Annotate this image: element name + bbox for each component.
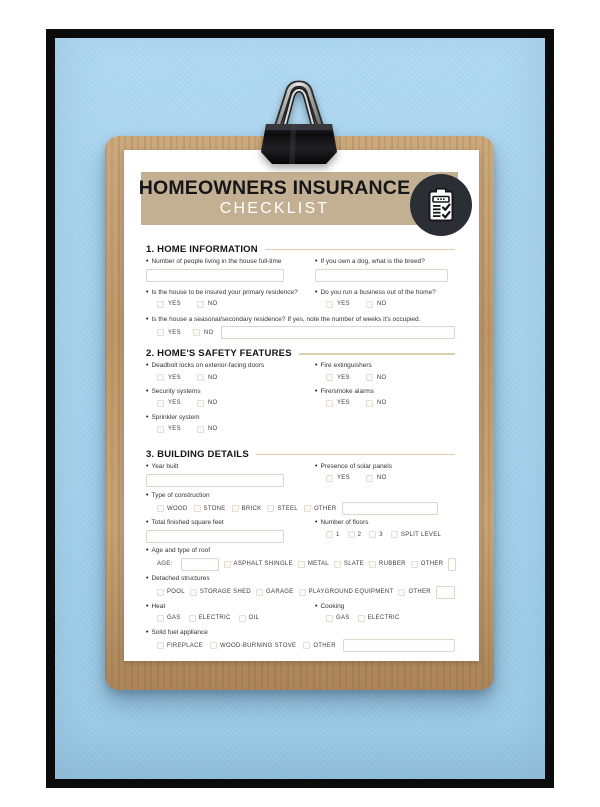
checkbox-label: FIREPLACE [167, 642, 204, 649]
checkbox-solidfuel-wood-burning-stove[interactable] [210, 642, 217, 649]
heading-rule [256, 454, 455, 456]
checkbox-floors-split-level[interactable] [391, 531, 398, 538]
question-number-of-floors: • Number of floors [315, 519, 455, 527]
checkbox-label: ASPHALT SHINGLE [233, 561, 293, 568]
checkbox-floors-3[interactable] [369, 531, 376, 538]
checkbox-label: NO [376, 400, 387, 407]
checkbox-deadbolt-no[interactable] [197, 374, 204, 381]
checkbox-label: GARAGE [266, 589, 294, 596]
checkbox-label: YES [337, 400, 350, 407]
question-construction-type: • Type of construction [146, 492, 455, 500]
checkbox-label: YES [168, 374, 181, 381]
checkbox-label: WOOD [167, 505, 188, 512]
checkbox-floors-2[interactable] [348, 531, 355, 538]
question-smoke-alarms: • Fire/smoke alarms [315, 388, 455, 396]
checkbox-cooking-gas[interactable] [326, 615, 333, 622]
checkbox-heat-electric[interactable] [189, 615, 196, 622]
question-solar-panels: • Presence of solar panels [315, 463, 455, 471]
input-detached-other[interactable] [436, 586, 455, 599]
checkbox-construction-stone[interactable] [194, 505, 201, 512]
checkbox-label: SPLIT LEVEL [400, 531, 442, 538]
checkbox-seasonal-yes[interactable] [157, 329, 164, 336]
input-people-count[interactable] [146, 269, 284, 282]
checkbox-label: BRICK [241, 505, 262, 512]
checkbox-roof-other[interactable] [411, 561, 418, 568]
checkbox-solidfuel-fireplace[interactable] [157, 642, 164, 649]
checkbox-solar-yes[interactable] [326, 475, 333, 482]
checkbox-seasonal-no[interactable] [193, 329, 200, 336]
checkbox-label: POOL [167, 589, 185, 596]
heading-rule [265, 249, 455, 251]
checkbox-label: METAL [307, 561, 329, 568]
checkbox-label: NO [207, 400, 218, 407]
checkbox-label: ELECTRIC [367, 615, 400, 622]
page-title: HOMEOWNERS INSURANCE [138, 177, 411, 200]
input-square-feet[interactable] [146, 530, 284, 543]
section-title: 2. HOME'S SAFETY FEATURES [146, 348, 292, 360]
checkbox-detached-storage-shed[interactable] [190, 589, 197, 596]
input-seasonal-weeks[interactable] [221, 326, 455, 339]
checkbox-label: NO [376, 374, 387, 381]
checkbox-label: NO [203, 329, 214, 336]
checkbox-security-yes[interactable] [157, 400, 164, 407]
section-heading [146, 348, 455, 359]
checkbox-detached-pool[interactable] [157, 589, 164, 596]
checkbox-label: YES [337, 374, 350, 381]
checkbox-label: NO [207, 426, 218, 433]
binder-clip-handles [277, 84, 321, 128]
question-sprinkler-system: • Sprinkler system [146, 414, 315, 422]
roof-age-label: AGE: [157, 561, 173, 568]
checkbox-label: NO [207, 301, 218, 308]
checkbox-deadbolt-yes[interactable] [157, 374, 164, 381]
checkbox-label: 2 [357, 531, 362, 538]
checkbox-detached-garage[interactable] [256, 589, 263, 596]
input-construction-other[interactable] [342, 502, 438, 515]
checkbox-label: YES [168, 301, 181, 308]
checkbox-alarms-yes[interactable] [326, 400, 333, 407]
checkbox-label: GAS [336, 615, 350, 622]
checkbox-label: STONE [203, 505, 226, 512]
input-solidfuel-other[interactable] [343, 639, 455, 652]
checkbox-label: 3 [379, 531, 383, 538]
checkbox-label: PLAYGROUND EQUIPMENT [308, 589, 394, 596]
checkbox-floors-1[interactable] [326, 531, 333, 538]
checkbox-primary-no[interactable] [197, 301, 204, 308]
checkbox-label: NO [207, 374, 218, 381]
blue-wall [55, 38, 545, 779]
checklist-paper [124, 150, 479, 661]
checkbox-label: YES [168, 329, 181, 336]
picture-frame [46, 29, 554, 788]
checkbox-label: OTHER [313, 642, 336, 649]
section-safety-features [146, 348, 455, 439]
checkbox-label: OIL [248, 615, 260, 622]
section-title: 3. BUILDING DETAILS [146, 448, 249, 460]
checkbox-roof-metal[interactable] [298, 561, 305, 568]
page-subtitle: CHECKLIST [219, 199, 330, 217]
checkbox-alarms-no[interactable] [366, 400, 373, 407]
checkbox-construction-steel[interactable] [267, 505, 274, 512]
checkbox-label: RUBBER [378, 561, 406, 568]
checkbox-label: YES [337, 301, 350, 308]
question-fire-extinguishers: • Fire extinguishers [315, 362, 455, 370]
question-solid-fuel: • Solid fuel appliance [146, 629, 455, 637]
question-year-built: • Year built [146, 463, 315, 471]
checkbox-fire-extinguishers-yes[interactable] [326, 374, 333, 381]
checkbox-detached-other[interactable] [398, 589, 405, 596]
binder-clip-body [261, 124, 337, 164]
checkbox-label: YES [168, 400, 181, 407]
section-home-information [146, 244, 455, 339]
checkbox-label: ELECTRIC [198, 615, 231, 622]
input-roof-age[interactable] [181, 558, 219, 571]
question-square-feet: • Total finished square feet [146, 519, 315, 527]
input-dog-breed[interactable] [315, 269, 448, 282]
input-year-built[interactable] [146, 474, 284, 487]
header-banner [138, 172, 458, 225]
checkbox-label: SLATE [343, 561, 364, 568]
checkbox-label: NO [376, 475, 387, 482]
checkbox-label: STEEL [277, 505, 298, 512]
checkbox-label: GAS [167, 615, 181, 622]
checkbox-label: WOOD-BURNING STOVE [220, 642, 297, 649]
checkbox-label: STORAGE SHED [199, 589, 252, 596]
checkbox-label: OTHER [313, 505, 337, 512]
checkbox-heat-gas[interactable] [157, 615, 164, 622]
section-title: 1. HOME INFORMATION [146, 244, 258, 255]
checkbox-label: 1 [336, 531, 340, 538]
checkbox-business-yes[interactable] [326, 301, 333, 308]
checkbox-label: NO [376, 301, 387, 308]
heading-rule [299, 353, 455, 355]
checkbox-fire-extinguishers-no[interactable] [366, 374, 373, 381]
clipboard-check-icon [410, 174, 472, 236]
section-heading [146, 244, 455, 255]
question-heat: • Heat [146, 603, 315, 611]
checkbox-construction-brick[interactable] [232, 505, 239, 512]
clipboard [105, 136, 494, 690]
checkbox-sprinkler-yes[interactable] [157, 426, 164, 433]
input-roof-other[interactable] [448, 558, 456, 571]
question-business: • Do you run a business out of the home? [315, 289, 455, 297]
section-heading [146, 449, 455, 460]
checkbox-security-no[interactable] [197, 400, 204, 407]
question-deadbolt: • Deadbolt locks on exterior-facing doors [146, 362, 315, 370]
checkbox-detached-playground[interactable] [299, 589, 306, 596]
checkbox-heat-oil[interactable] [239, 615, 246, 622]
section-building-details [146, 449, 455, 653]
checkbox-cooking-electric[interactable] [358, 615, 365, 622]
question-detached-structures: • Detached structures [146, 575, 455, 583]
checkbox-primary-yes[interactable] [157, 301, 164, 308]
checkbox-roof-asphalt-shingle[interactable] [224, 561, 231, 568]
checkbox-label: YES [337, 475, 350, 482]
checkbox-roof-rubber[interactable] [369, 561, 376, 568]
checkbox-solidfuel-other[interactable] [303, 642, 310, 649]
question-cooking: • Cooking [315, 603, 455, 611]
checkbox-construction-other[interactable] [304, 505, 311, 512]
question-roof: • Age and type of roof [146, 547, 455, 555]
question-dog-breed: • If you own a dog, what is the breed? [315, 258, 455, 266]
checkbox-construction-wood[interactable] [157, 505, 164, 512]
checkbox-label: OTHER [408, 589, 431, 596]
checkbox-roof-slate[interactable] [334, 561, 341, 568]
question-seasonal-residence: • Is the house a seasonal/secondary residence? If yes, note the number of weeks it's occupied. [146, 316, 455, 324]
checkbox-label: YES [168, 426, 181, 433]
checkbox-business-no[interactable] [366, 301, 373, 308]
checkbox-sprinkler-no[interactable] [197, 426, 204, 433]
checkbox-label: OTHER [420, 561, 444, 568]
question-people-count: • Number of people living in the house full-time [146, 258, 315, 266]
checkbox-solar-no[interactable] [366, 475, 373, 482]
question-primary-residence: • Is the house to be insured your primary residence? [146, 289, 315, 297]
question-security-systems: • Security systems [146, 388, 315, 396]
binder-clip [261, 78, 337, 164]
